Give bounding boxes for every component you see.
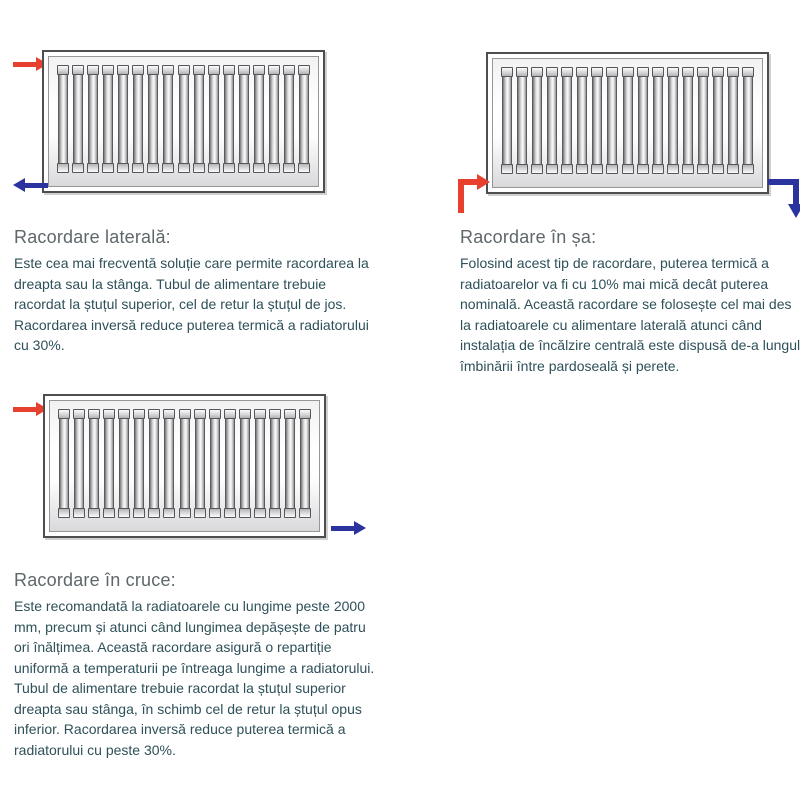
fin-top-cap: [284, 409, 296, 419]
fin-body: [149, 419, 159, 508]
fin-body: [623, 77, 633, 164]
radiator-fins: [493, 59, 762, 187]
radiator-fin: [532, 67, 542, 174]
supply-arrow-icon: [455, 169, 491, 213]
radiator-fin: [88, 65, 98, 173]
fin-body: [225, 419, 235, 508]
fin-top-cap: [727, 67, 739, 77]
arrow-shaft: [25, 183, 48, 188]
fin-body: [577, 77, 587, 164]
fin-body: [224, 75, 234, 163]
fin-top-cap: [72, 65, 84, 75]
fin-top-cap: [193, 65, 205, 75]
radiator-fin: [269, 65, 279, 173]
fin-top-cap: [118, 409, 130, 419]
arrow-head: [13, 178, 25, 192]
fin-bottom-cap: [299, 508, 311, 518]
fin-top-cap: [238, 65, 250, 75]
radiator-fin: [300, 409, 310, 518]
fin-top-cap: [606, 67, 618, 77]
fin-body: [163, 75, 173, 163]
return-arrow-icon: [331, 521, 366, 535]
radiator-illustration: [486, 52, 769, 194]
fin-top-cap: [88, 409, 100, 419]
radiator-fin: [180, 409, 190, 518]
fin-top-cap: [299, 409, 311, 419]
fin-top-cap: [58, 409, 70, 419]
radiator-fin: [638, 67, 648, 174]
fin-body: [73, 75, 83, 163]
fin-bottom-cap: [652, 164, 664, 174]
fin-body: [562, 77, 572, 164]
fin-top-cap: [697, 67, 709, 77]
radiator-fin: [164, 409, 174, 518]
fin-body: [638, 77, 648, 164]
fin-body: [547, 77, 557, 164]
fin-bottom-cap: [591, 164, 603, 174]
radiator-fin: [194, 65, 204, 173]
fin-top-cap: [133, 409, 145, 419]
radiator-panel: [48, 56, 319, 187]
fin-body: [592, 77, 602, 164]
fin-top-cap: [162, 65, 174, 75]
fin-top-cap: [209, 409, 221, 419]
fin-bottom-cap: [712, 164, 724, 174]
radiator-fin: [225, 409, 235, 518]
fin-body: [164, 419, 174, 508]
fin-bottom-cap: [57, 163, 69, 173]
fin-body: [300, 419, 310, 508]
fin-body: [133, 75, 143, 163]
radiator-fin: [299, 65, 309, 173]
radiator-fin: [74, 409, 84, 518]
fin-bottom-cap: [269, 508, 281, 518]
fin-body: [209, 75, 219, 163]
fin-bottom-cap: [682, 164, 694, 174]
arrow-shaft: [13, 62, 36, 67]
fin-top-cap: [103, 409, 115, 419]
fin-body: [58, 75, 68, 163]
radiator-fin: [240, 409, 250, 518]
fin-body: [668, 77, 678, 164]
fin-body: [502, 77, 512, 164]
fin-top-cap: [132, 65, 144, 75]
radiator-fin: [713, 67, 723, 174]
fin-top-cap: [224, 409, 236, 419]
radiator-fin: [623, 67, 633, 174]
fin-bottom-cap: [209, 508, 221, 518]
fin-top-cap: [269, 409, 281, 419]
fin-bottom-cap: [253, 163, 265, 173]
fin-body: [299, 75, 309, 163]
fin-top-cap: [179, 409, 191, 419]
section-title: Racordare în cruce:: [14, 570, 176, 590]
radiator-fin: [668, 67, 678, 174]
section-paragraph: Folosind acest tip de racordare, puterea termică a radiatoarelor va fi cu 10% mai mică decât puterea nominală. Această racordare se folosește cel mai des la radiatoarele cu alimentare laterală atunci când instalația de încălzire centrală este dispusă de-a lungul îmbinării între pardoseală și perete.: [460, 255, 800, 374]
fin-top-cap: [194, 409, 206, 419]
fin-top-cap: [208, 65, 220, 75]
radiator-fin: [163, 65, 173, 173]
fin-top-cap: [239, 409, 251, 419]
fin-body: [653, 77, 663, 164]
fin-bottom-cap: [727, 164, 739, 174]
radiator-fin: [210, 409, 220, 518]
fin-bottom-cap: [73, 508, 85, 518]
radiator-fin: [254, 65, 264, 173]
radiator-fins: [50, 401, 319, 531]
radiator-fin: [517, 67, 527, 174]
radiator-fin: [607, 67, 617, 174]
fin-top-cap: [516, 67, 528, 77]
fin-top-cap: [268, 65, 280, 75]
fin-bottom-cap: [88, 508, 100, 518]
fin-bottom-cap: [561, 164, 573, 174]
fin-bottom-cap: [622, 164, 634, 174]
fin-body: [683, 77, 693, 164]
fin-body: [180, 419, 190, 508]
fin-body: [728, 77, 738, 164]
fin-bottom-cap: [117, 163, 129, 173]
fin-body: [270, 419, 280, 508]
fin-top-cap: [576, 67, 588, 77]
radiator-fin: [577, 67, 587, 174]
fin-top-cap: [667, 67, 679, 77]
radiator-fin: [104, 409, 114, 518]
fin-bottom-cap: [667, 164, 679, 174]
fin-body: [194, 75, 204, 163]
fin-body: [195, 419, 205, 508]
fin-top-cap: [223, 65, 235, 75]
fin-bottom-cap: [133, 508, 145, 518]
fin-top-cap: [148, 409, 160, 419]
radiator-fin: [285, 409, 295, 518]
fin-body: [254, 75, 264, 163]
fin-bottom-cap: [606, 164, 618, 174]
return-arrow-icon: [768, 174, 800, 220]
fin-top-cap: [57, 65, 69, 75]
fin-top-cap: [742, 67, 754, 77]
radiator-fin: [134, 409, 144, 518]
fin-body: [517, 77, 527, 164]
fin-bottom-cap: [147, 163, 159, 173]
fin-body: [607, 77, 617, 164]
radiator-fin: [195, 409, 205, 518]
radiator-fin: [149, 409, 159, 518]
fin-body: [74, 419, 84, 508]
fin-bottom-cap: [163, 508, 175, 518]
fin-top-cap: [712, 67, 724, 77]
fin-top-cap: [102, 65, 114, 75]
radiator-fin: [103, 65, 113, 173]
arrow-shaft: [13, 407, 36, 412]
fin-body: [210, 419, 220, 508]
fin-body: [103, 75, 113, 163]
section-title: Racordare în șa:: [460, 227, 597, 247]
arrow-head: [354, 521, 366, 535]
radiator-fin: [653, 67, 663, 174]
fin-bottom-cap: [193, 163, 205, 173]
fin-body: [88, 75, 98, 163]
fin-top-cap: [178, 65, 190, 75]
fin-top-cap: [652, 67, 664, 77]
radiator-fin: [119, 409, 129, 518]
fin-bottom-cap: [118, 508, 130, 518]
fin-body: [255, 419, 265, 508]
fin-bottom-cap: [501, 164, 513, 174]
fin-body: [240, 419, 250, 508]
section-title: Racordare laterală:: [14, 227, 171, 247]
fin-body: [743, 77, 753, 164]
fin-body: [532, 77, 542, 164]
fin-body: [698, 77, 708, 164]
radiator-fin: [239, 65, 249, 173]
fin-top-cap: [531, 67, 543, 77]
radiator-fins: [49, 57, 318, 186]
radiator-fin: [73, 65, 83, 173]
radiator-fin: [118, 65, 128, 173]
radiator-fin: [728, 67, 738, 174]
fin-bottom-cap: [58, 508, 70, 518]
radiator-illustration: [42, 50, 325, 193]
fin-bottom-cap: [742, 164, 754, 174]
fin-bottom-cap: [284, 508, 296, 518]
radiator-fin: [133, 65, 143, 173]
fin-bottom-cap: [194, 508, 206, 518]
radiator-fin: [562, 67, 572, 174]
fin-bottom-cap: [103, 508, 115, 518]
fin-top-cap: [298, 65, 310, 75]
fin-top-cap: [622, 67, 634, 77]
radiator-fin: [502, 67, 512, 174]
fin-bottom-cap: [208, 163, 220, 173]
fin-bottom-cap: [238, 163, 250, 173]
fin-body: [284, 75, 294, 163]
radiator-fin: [255, 409, 265, 518]
fin-top-cap: [163, 409, 175, 419]
fin-bottom-cap: [87, 163, 99, 173]
fin-bottom-cap: [268, 163, 280, 173]
fin-top-cap: [87, 65, 99, 75]
fin-top-cap: [501, 67, 513, 77]
radiator-fin: [59, 409, 69, 518]
return-arrow-icon: [13, 178, 48, 192]
radiator-panel: [49, 400, 320, 532]
arrow-shaft: [331, 526, 354, 531]
fin-bottom-cap: [576, 164, 588, 174]
radiator-fin: [547, 67, 557, 174]
fin-bottom-cap: [132, 163, 144, 173]
fin-bottom-cap: [283, 163, 295, 173]
fin-top-cap: [253, 65, 265, 75]
fin-bottom-cap: [178, 163, 190, 173]
fin-bottom-cap: [697, 164, 709, 174]
fin-bottom-cap: [148, 508, 160, 518]
fin-bottom-cap: [223, 163, 235, 173]
fin-top-cap: [283, 65, 295, 75]
fin-bottom-cap: [531, 164, 543, 174]
fin-bottom-cap: [239, 508, 251, 518]
fin-body: [239, 75, 249, 163]
radiator-fin: [179, 65, 189, 173]
radiator-fin: [209, 65, 219, 173]
fin-body: [104, 419, 114, 508]
fin-body: [59, 419, 69, 508]
radiator-fin: [89, 409, 99, 518]
fin-top-cap: [637, 67, 649, 77]
section-paragraph: Este cea mai frecventă soluție care permite racordarea la dreapta sau la stânga. Tubul de alimentare trebuie racordat la ștuțul superior, cel de retur la ștuțul de jos. Racordarea inversă reduce puterea termică a radiatorului cu 30%.: [14, 255, 369, 353]
fin-bottom-cap: [179, 508, 191, 518]
fin-body: [134, 419, 144, 508]
fin-bottom-cap: [637, 164, 649, 174]
fin-bottom-cap: [102, 163, 114, 173]
fin-body: [89, 419, 99, 508]
fin-top-cap: [682, 67, 694, 77]
fin-bottom-cap: [72, 163, 84, 173]
fin-bottom-cap: [516, 164, 528, 174]
fin-bottom-cap: [224, 508, 236, 518]
radiator-fin: [683, 67, 693, 174]
radiator-fin: [270, 409, 280, 518]
radiator-fin: [592, 67, 602, 174]
fin-top-cap: [147, 65, 159, 75]
radiator-fin: [698, 67, 708, 174]
fin-bottom-cap: [254, 508, 266, 518]
radiator-fin: [224, 65, 234, 173]
fin-top-cap: [591, 67, 603, 77]
fin-bottom-cap: [298, 163, 310, 173]
fin-top-cap: [73, 409, 85, 419]
fin-bottom-cap: [162, 163, 174, 173]
radiator-panel: [492, 58, 763, 188]
fin-body: [119, 419, 129, 508]
section-paragraph: Este recomandată la radiatoarele cu lungime peste 2000 mm, precum și atunci când lungimea depășește de patru ori înălțimea. Această racordare asigură o repartiție uniformă a temperaturii pe întreaga lungime a radiatorului. Tubul de alimentare trebuie racordat la ștuțul superior dreapta sau stânga, în schimb cel de retur la ștuțul opus inferior. Racordarea inversă reduce puterea termică a radiatorului cu peste 30%.: [14, 598, 375, 758]
fin-body: [148, 75, 158, 163]
fin-bottom-cap: [546, 164, 558, 174]
fin-top-cap: [546, 67, 558, 77]
radiator-fin: [58, 65, 68, 173]
fin-body: [179, 75, 189, 163]
fin-top-cap: [254, 409, 266, 419]
radiator-illustration: [43, 394, 326, 538]
radiator-fin: [148, 65, 158, 173]
radiator-fin: [284, 65, 294, 173]
fin-body: [285, 419, 295, 508]
fin-body: [713, 77, 723, 164]
radiator-fin: [743, 67, 753, 174]
fin-top-cap: [561, 67, 573, 77]
fin-top-cap: [117, 65, 129, 75]
fin-body: [269, 75, 279, 163]
fin-body: [118, 75, 128, 163]
